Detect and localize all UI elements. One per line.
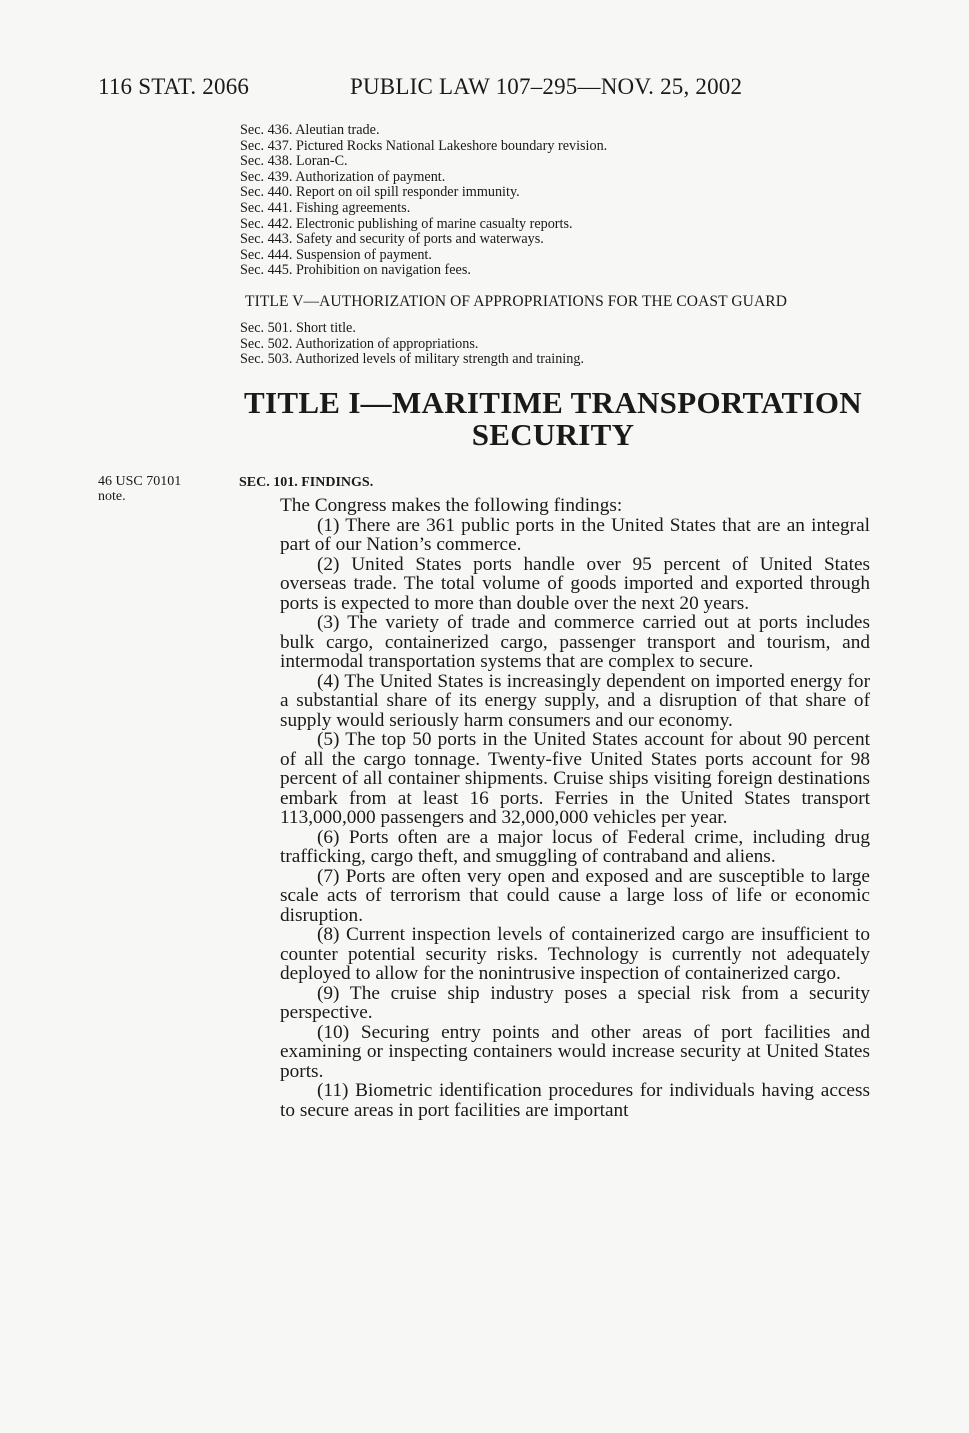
finding-paragraph: (9) The cruise ship industry poses a special risk from a security perspective. bbox=[280, 982, 870, 1023]
finding-paragraph: (5) The top 50 ports in the United States account for about 90 percent of all the cargo tonnage. Twenty-five United States ports account for 98 percent of all container shipments. Cruise ships visiting foreign destinations embark from at least 16 ports. Ferries in the United States transport 113,000,000 passengers and 32,000,000 vehicles per year. bbox=[280, 729, 870, 828]
finding-paragraph: (7) Ports are often very open and exposed and are susceptible to large scale acts of terrorism that could cause a large loss of life or economic disruption. bbox=[280, 865, 870, 926]
toc-entry-title: Fishing agreements. bbox=[295, 199, 411, 216]
toc-entry-title: Prohibition on navigation fees. bbox=[295, 262, 471, 279]
table-of-contents bbox=[240, 123, 607, 279]
toc-entry-number: Sec. 445. bbox=[240, 262, 293, 279]
toc-entry-number: Sec. 436. bbox=[240, 122, 293, 138]
toc-entry-title: Authorization of payment. bbox=[295, 168, 446, 185]
toc-entry bbox=[240, 321, 584, 337]
toc-entry-title: Safety and security of ports and waterways. bbox=[295, 231, 544, 248]
toc-entry-number: Sec. 438. bbox=[240, 153, 293, 170]
toc-entry-title: Loran-C. bbox=[295, 153, 348, 170]
toc-entry bbox=[240, 232, 607, 248]
running-head: PUBLIC LAW 107–295—NOV. 25, 2002 bbox=[350, 74, 743, 99]
toc-entry-title: Electronic publishing of marine casualty reports. bbox=[295, 215, 573, 232]
toc-entry bbox=[240, 352, 584, 368]
finding-paragraph: (8) Current inspection levels of containerized cargo are insufficient to counter potential security risks. Technology is currently not adequately deployed to allow for the nonintrusive inspection of containerized cargo. bbox=[280, 924, 870, 984]
finding-paragraph: (3) The variety of trade and commerce carried out at ports includes bulk cargo, containerized cargo, passenger transport and tourism, and intermodal transportation systems that are complex to secure. bbox=[280, 612, 870, 672]
toc-entry bbox=[240, 123, 607, 139]
finding-paragraph: (6) Ports often are a major locus of Federal crime, including drug trafficking, cargo theft, and smuggling of contraband and aliens. bbox=[280, 826, 870, 867]
toc-entry bbox=[240, 154, 607, 170]
page-stat-reference: 116 STAT. 2066 bbox=[98, 74, 250, 99]
toc-entry bbox=[240, 139, 607, 155]
toc-entry-title: Suspension of payment. bbox=[295, 246, 432, 263]
toc-entry-number: Sec. 439. bbox=[240, 168, 293, 185]
toc-entry-title: Report on oil spill responder immunity. bbox=[295, 184, 520, 201]
title-i-line2: SECURITY bbox=[471, 417, 635, 452]
toc-entry-title: Aleutian trade. bbox=[295, 122, 380, 138]
toc-entry bbox=[240, 217, 607, 233]
toc-entry-number: Sec. 441. bbox=[240, 199, 293, 216]
finding-paragraph: (4) The United States is increasingly dependent on imported energy for a substantial share of its energy supply, and a disruption of that share of supply would seriously harm consumers and our economy. bbox=[280, 670, 870, 731]
findings-intro: The Congress makes the following findings: bbox=[280, 495, 623, 516]
finding-paragraph: (2) United States ports handle over 95 percent of United States overseas trade. The total volume of goods imported and exported through ports is expected to more than double over the next 20 years. bbox=[280, 553, 870, 614]
toc-entry-number: Sec. 440. bbox=[240, 184, 293, 201]
toc-entry bbox=[240, 185, 607, 201]
toc-entry-title: Authorized levels of military strength and training. bbox=[295, 351, 584, 368]
toc-entry-number: Sec. 502. bbox=[240, 335, 293, 352]
margin-note-line1: 46 USC 70101 bbox=[98, 474, 182, 489]
table-of-contents-title-v bbox=[240, 321, 584, 368]
toc-entry-number: Sec. 443. bbox=[240, 231, 293, 248]
section-heading: SEC. 101. FINDINGS. bbox=[239, 475, 374, 490]
toc-entry-number: Sec. 437. bbox=[240, 137, 293, 154]
toc-entry-title: Authorization of appropriations. bbox=[295, 335, 479, 352]
margin-note-line2: note. bbox=[98, 489, 126, 504]
toc-entry-number: Sec. 503. bbox=[240, 351, 293, 368]
finding-paragraph: (1) There are 361 public ports in the United States that are an integral part of our Nation’s commerce. bbox=[280, 514, 870, 555]
toc-entry bbox=[240, 248, 607, 264]
toc-entry bbox=[240, 170, 607, 186]
margin-note bbox=[98, 474, 181, 504]
toc-entry bbox=[240, 337, 584, 353]
section-body bbox=[280, 496, 870, 1120]
toc-entry-number: Sec. 442. bbox=[240, 215, 293, 232]
toc-entry-number: Sec. 444. bbox=[240, 246, 293, 263]
finding-paragraph: (11) Biometric identification procedures for individuals having access to secure areas in port facilities are important bbox=[280, 1080, 870, 1121]
toc-entry bbox=[240, 263, 607, 279]
toc-entry-title: Pictured Rocks National Lakeshore boundary revision. bbox=[295, 137, 608, 154]
toc-title-v-heading: TITLE V—AUTHORIZATION OF APPROPRIATIONS FOR THE COAST GUARD bbox=[245, 293, 787, 310]
title-i-line1: TITLE I—MARITIME TRANSPORTATION bbox=[244, 385, 862, 420]
finding-paragraph: (10) Securing entry points and other areas of port facilities and examining or inspecting containers would increase security at United States ports. bbox=[280, 1021, 870, 1082]
toc-entry-number: Sec. 501. bbox=[240, 320, 293, 336]
toc-entry-title: Short title. bbox=[295, 320, 356, 336]
title-i-heading bbox=[220, 387, 886, 451]
toc-entry bbox=[240, 201, 607, 217]
